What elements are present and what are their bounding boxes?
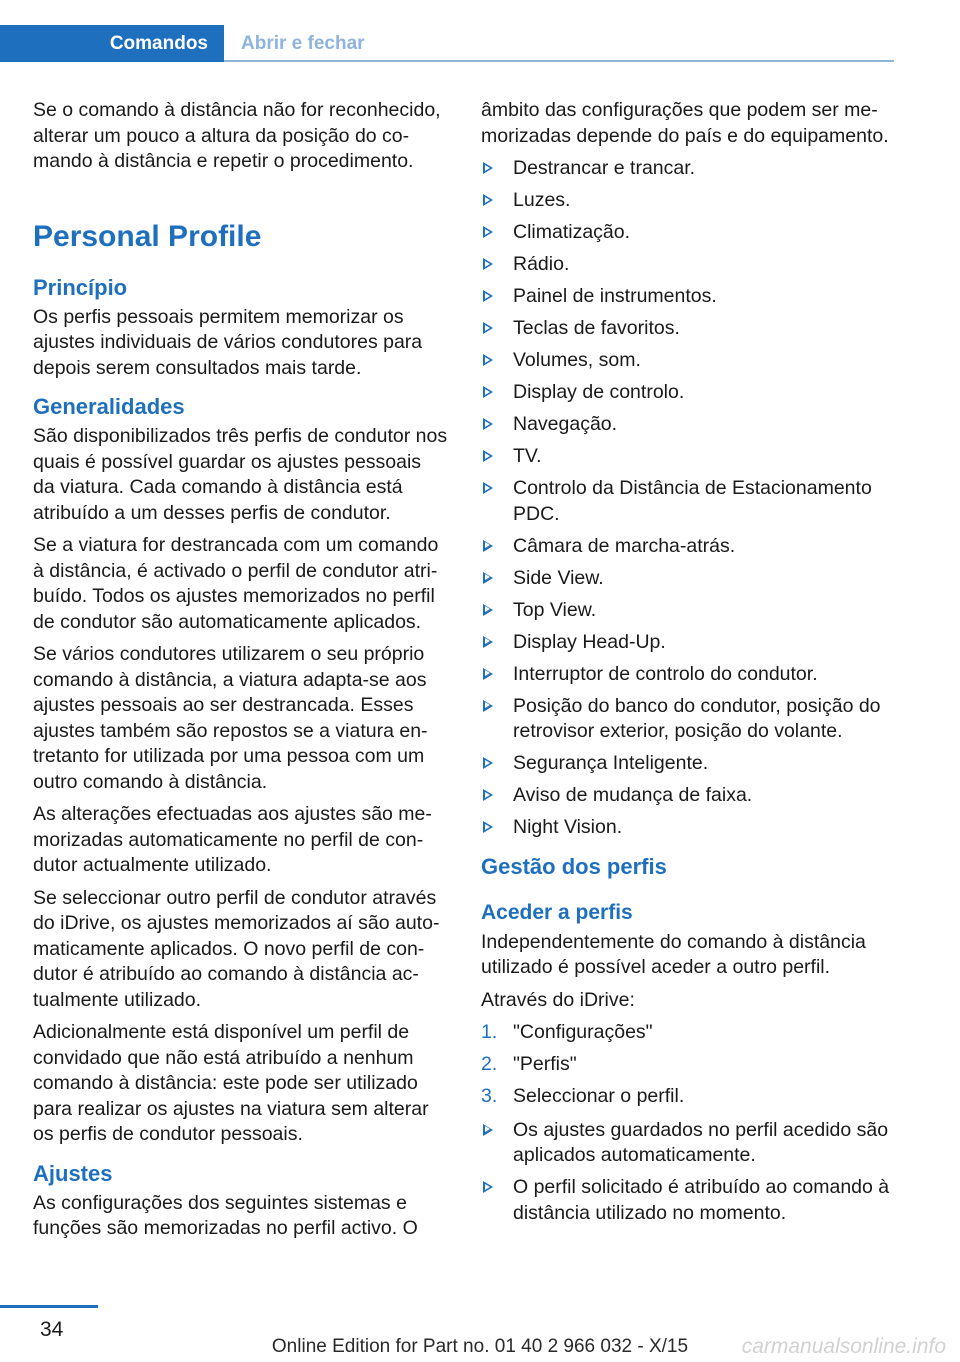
- step-item: 1. "Configurações": [481, 1020, 899, 1046]
- principio-text: Os perfis pessoais permitem memorizar os ajustes individuais de vários condutores para depois serem consultados mais tarde.: [33, 305, 423, 379]
- triangle-bullet-icon: [483, 604, 493, 616]
- list-item: Display Head-Up.: [481, 630, 899, 656]
- notes-list: [481, 1118, 899, 1227]
- tab-comandos[interactable]: Comandos: [0, 25, 224, 62]
- triangle-bullet-icon: [483, 1124, 493, 1136]
- list-item: Segurança Inteligente.: [481, 751, 899, 777]
- watermark: carmanualsonline.info: [741, 1335, 946, 1358]
- list-item: Câmara de marcha-atrás.: [481, 534, 899, 560]
- page-header: [0, 0, 960, 64]
- note-item: Os ajustes guardados no perfil acedido são aplicados automaticamente.: [481, 1118, 899, 1169]
- triangle-bullet-icon: [483, 572, 493, 584]
- step-number: 1.: [481, 1021, 498, 1043]
- ajustes-text: As configurações dos seguintes sistemas e funções são memorizadas no perfil activo. O: [33, 1191, 418, 1239]
- footer-divider: [0, 1305, 98, 1308]
- triangle-bullet-icon: [483, 482, 493, 494]
- page-number: 34: [40, 1318, 64, 1341]
- list-item: Climatização.: [481, 220, 899, 246]
- list-item: Controlo da Distância de Estacionamento PDC.: [481, 476, 899, 527]
- triangle-bullet-icon: [483, 821, 493, 833]
- triangle-bullet-icon: [483, 636, 493, 648]
- list-item: Side View.: [481, 566, 899, 592]
- note-item: O perfil solicitado é atribuído ao comando à distância utilizado no momento.: [481, 1175, 899, 1226]
- tab-abrir-e-fechar[interactable]: Abrir e fechar: [241, 32, 365, 54]
- triangle-bullet-icon: [483, 226, 493, 238]
- step-number: 2.: [481, 1053, 498, 1075]
- generalidades-paragraph: Se seleccionar outro perfil de condutor através do iDrive, os ajustes memorizados aí são automaticamente aplicados. O novo perfil de condutor é atribuído ao comando à distância actualmente utilizado.: [33, 886, 440, 1011]
- right-column: [481, 98, 899, 1234]
- intro-paragraph: Se o comando à distância não for reconhecido, alterar um pouco a altura da posição do comando à distância e repetir o procedimento.: [33, 99, 441, 172]
- step-item: 3. Seleccionar o perfil.: [481, 1084, 899, 1110]
- heading-generalidades: Generalidades: [33, 394, 185, 419]
- triangle-bullet-icon: [483, 258, 493, 270]
- heading-principio: Princípio: [33, 274, 128, 300]
- via-idrive-text: Através do iDrive:: [481, 988, 635, 1011]
- list-item: Night Vision.: [481, 815, 899, 841]
- steps-list: [481, 1020, 899, 1110]
- step-item: 2. "Perfis": [481, 1052, 899, 1078]
- list-item: Volumes, som.: [481, 348, 899, 374]
- triangle-bullet-icon: [483, 789, 493, 801]
- triangle-bullet-icon: [483, 418, 493, 430]
- list-item: Interruptor de controlo do condutor.: [481, 662, 899, 688]
- list-item: TV.: [481, 444, 899, 470]
- edition-text: Online Edition for Part no. 01 40 2 966 032 - X/15: [271, 1336, 689, 1357]
- list-item: Painel de instrumentos.: [481, 284, 899, 310]
- triangle-bullet-icon: [483, 1181, 493, 1193]
- heading-aceder-a-perfis: Aceder a perfis: [481, 900, 633, 924]
- generalidades-paragraph: São disponibilizados três perfis de condutor nos quais é possível guardar os ajustes pessoais da viatura. Cada comando à distância está atribuído a um desses perfis de condutor.: [33, 425, 448, 524]
- triangle-bullet-icon: [483, 700, 493, 712]
- heading-gestao-dos-perfis: Gestão dos perfis: [481, 853, 667, 879]
- left-column: [33, 98, 448, 1249]
- triangle-bullet-icon: [483, 162, 493, 174]
- list-item: Luzes.: [481, 188, 899, 214]
- step-number: 3.: [481, 1085, 498, 1107]
- list-item: Teclas de favoritos.: [481, 316, 899, 342]
- list-item: Navegação.: [481, 412, 899, 438]
- gestao-text: Independentemente do comando à distância utilizado é possível aceder a outro perfil.: [481, 930, 866, 978]
- generalidades-paragraph: Se a viatura for destrancada com um comando à distância, é activado o perfil de condutor atribuído. Todos os ajustes memorizados no perfil de condutor são automaticamente aplicados.: [33, 534, 439, 633]
- generalidades-paragraph: Se vários condutores utilizarem o seu próprio comando à distância, a viatura adapta-se aos ajustes pessoais ao ser destrancada. Esses ajustes também são repostos se a viatura entretanto for utilizada por uma pessoa com um outro comando à distância.: [33, 643, 428, 793]
- triangle-bullet-icon: [483, 354, 493, 366]
- triangle-bullet-icon: [483, 668, 493, 680]
- settings-list: [481, 156, 899, 841]
- triangle-bullet-icon: [483, 450, 493, 462]
- list-item: Top View.: [481, 598, 899, 624]
- triangle-bullet-icon: [483, 757, 493, 769]
- continued-paragraph: âmbito das configurações que podem ser memorizadas depende do país e do equipamento.: [481, 99, 889, 147]
- triangle-bullet-icon: [483, 194, 493, 206]
- triangle-bullet-icon: [483, 322, 493, 334]
- section-title: Personal Profile: [33, 219, 262, 253]
- list-item: Aviso de mudança de faixa.: [481, 783, 899, 809]
- list-item: Posição do banco do condutor, posição do retrovisor exterior, posição do volante.: [481, 694, 899, 745]
- triangle-bullet-icon: [483, 386, 493, 398]
- list-item: Display de controlo.: [481, 380, 899, 406]
- header-divider: [224, 60, 894, 62]
- triangle-bullet-icon: [483, 540, 493, 552]
- list-item: Rádio.: [481, 252, 899, 278]
- list-item: Destrancar e trancar.: [481, 156, 899, 182]
- heading-ajustes: Ajustes: [33, 1160, 113, 1186]
- generalidades-paragraph: As alterações efectuadas aos ajustes são memorizadas automaticamente no perfil de condutor actualmente utilizado.: [33, 803, 432, 876]
- generalidades-paragraph: Adicionalmente está disponível um perfil de convidado que não está atribuído a nenhum comando à distância: este pode ser utilizado para realizar os ajustes na viatura sem alterar os perfis de condutor pessoais.: [33, 1021, 429, 1145]
- triangle-bullet-icon: [483, 290, 493, 302]
